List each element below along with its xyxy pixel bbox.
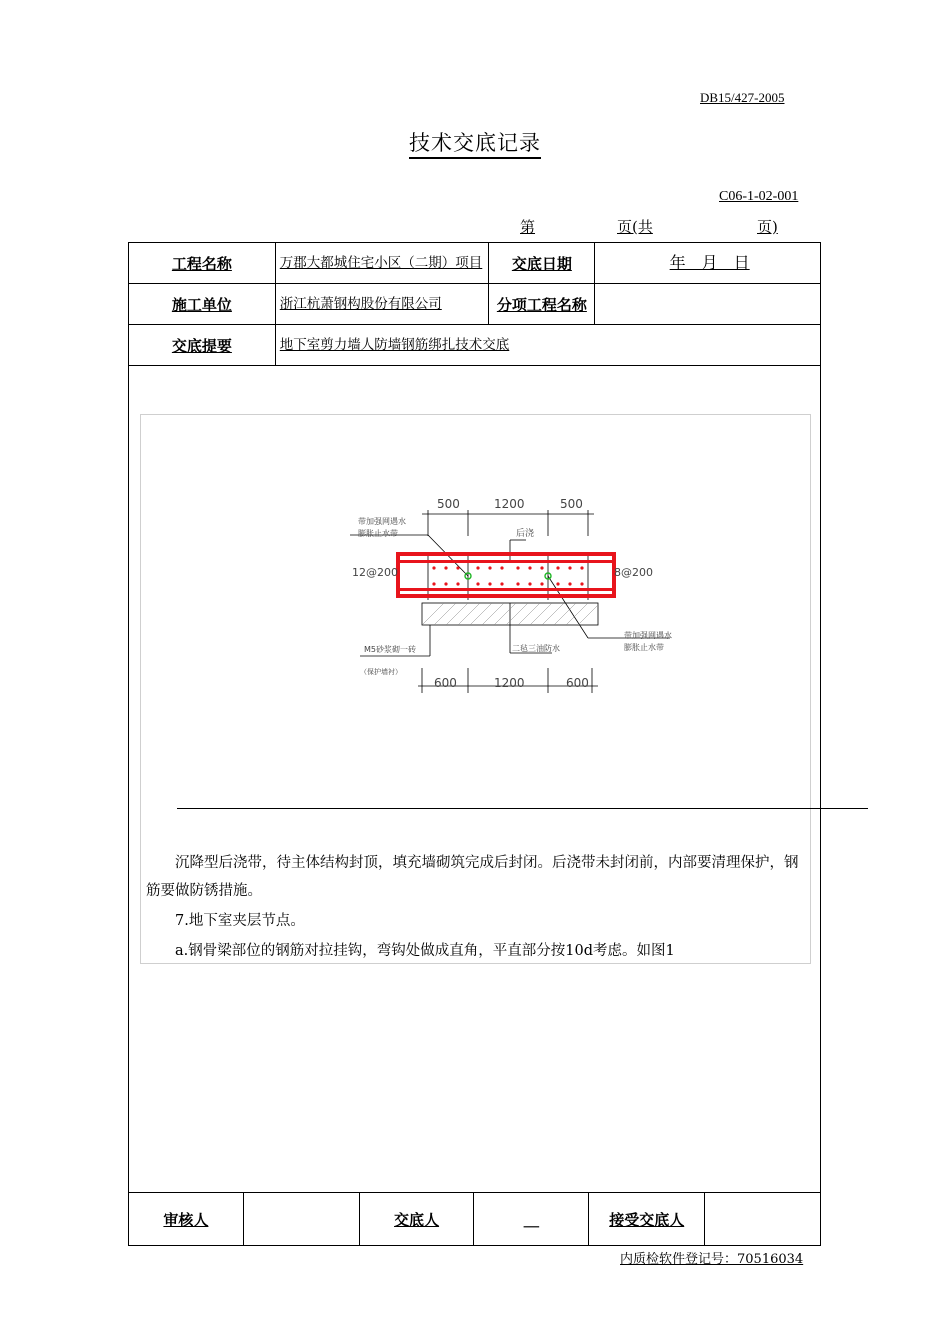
project-name-label: 工程名称 — [129, 243, 276, 284]
svg-text:600: 600 — [434, 676, 457, 690]
registration-number: 内质检软件登记号：70516034 — [620, 1252, 804, 1267]
page-label-total: 页(共 — [617, 218, 653, 236]
svg-text:带加强网遇水: 带加强网遇水 — [358, 517, 406, 526]
contractor-value: 浙江杭萧钢构股份有限公司 — [275, 284, 489, 325]
reviewer-label: 审核人 — [129, 1193, 244, 1246]
page-label-current: 第 — [520, 218, 536, 236]
paragraph-item-a: a.钢骨梁部位的钢筋对拉挂钩，弯钩处做成直角，平直部分按10d考虑。如图1 — [175, 943, 675, 959]
svg-text:600: 600 — [566, 676, 589, 690]
svg-text:后浇: 后浇 — [516, 529, 535, 539]
svg-text:12@200: 12@200 — [352, 566, 398, 579]
summary-value: 地下室剪力墙人防墙钢筋绑扎技术交底 — [275, 325, 820, 366]
paragraph-section-7: 7.地下室夹层节点。 — [175, 913, 305, 929]
subitem-value — [595, 284, 821, 325]
svg-text:膨胀止水带: 膨胀止水带 — [358, 529, 398, 538]
svg-text:1200: 1200 — [494, 676, 525, 690]
svg-text:（保护墙衬）: （保护墙衬） — [360, 668, 402, 676]
contractor-label: 施工单位 — [129, 284, 276, 325]
project-name-value: 万郡大都城住宅小区（二期）项目 — [275, 243, 489, 284]
svg-text:二毡三油防水: 二毡三油防水 — [512, 644, 560, 653]
summary-label: 交底提要 — [129, 325, 276, 366]
svg-text:1200: 1200 — [494, 497, 525, 511]
svg-text:膨胀止水带: 膨胀止水带 — [624, 643, 664, 652]
discloser-label: 交底人 — [359, 1193, 474, 1246]
svg-text:8@200: 8@200 — [614, 566, 653, 579]
date-label: 交底日期 — [489, 243, 595, 284]
svg-text:带加强网遇水: 带加强网遇水 — [624, 631, 672, 640]
subitem-label: 分项工程名称 — [489, 284, 595, 325]
receiver-signature — [705, 1193, 821, 1246]
info-table — [128, 242, 821, 366]
discloser-signature: ＿ — [474, 1193, 589, 1246]
svg-text:M5砂浆砌一砖: M5砂浆砌一砖 — [364, 645, 416, 654]
page-title: 技术交底记录 — [0, 127, 950, 157]
form-code: C06-1-02-001 — [719, 189, 799, 204]
page-label-end: 页) — [757, 218, 778, 236]
svg-text:500: 500 — [560, 497, 583, 511]
separator-line — [177, 808, 868, 809]
reviewer-signature — [243, 1193, 359, 1246]
post-pour-band-drawing — [330, 488, 690, 703]
svg-text:500: 500 — [437, 497, 460, 511]
paragraph-post-pour: 沉降型后浇带，待主体结构封顶，填充墙砌筑完成后封闭。后浇带未封闭前，内部要清理保护，钢筋要做防锈措施。 — [146, 855, 799, 899]
receiver-label: 接受交底人 — [589, 1193, 705, 1246]
sign-table — [128, 1192, 821, 1246]
standard-code: DB15/427-2005 — [700, 90, 785, 105]
date-value: 年 月 日 — [595, 243, 821, 284]
